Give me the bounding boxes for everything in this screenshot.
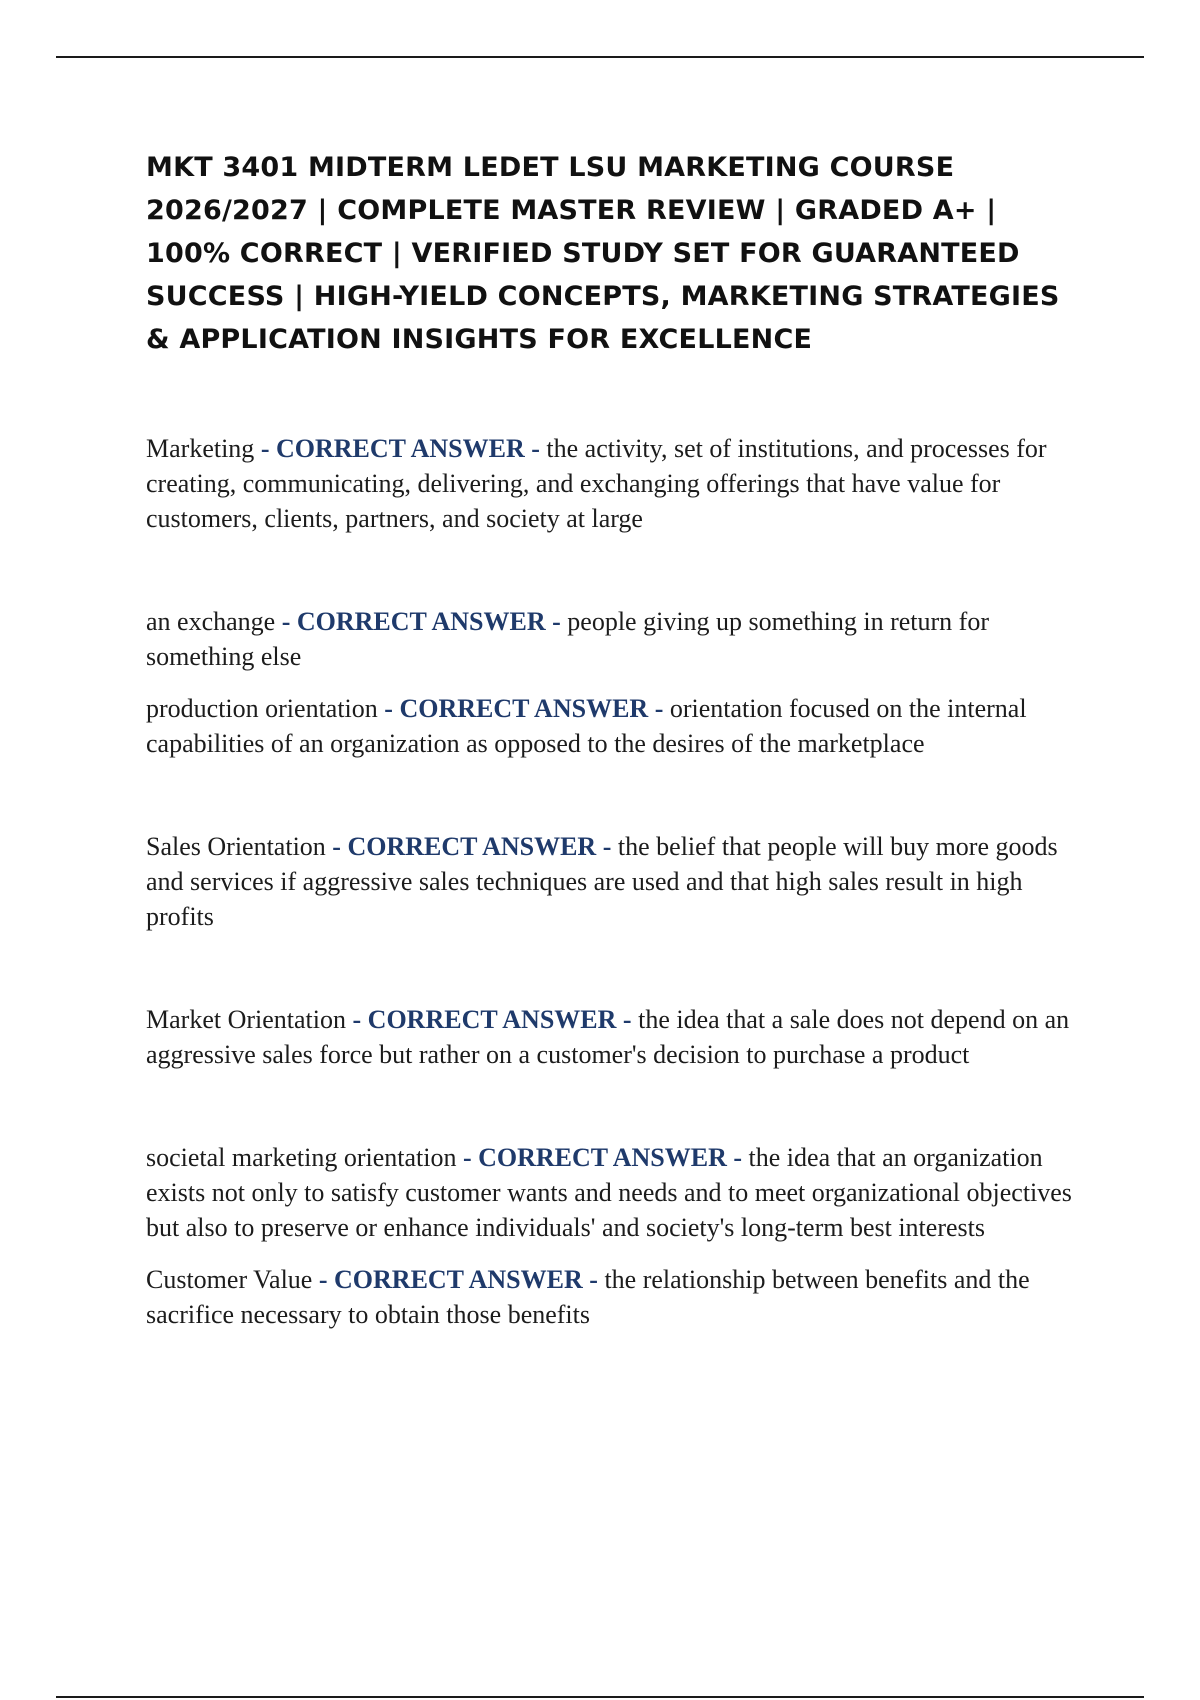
separator: - — [254, 434, 276, 463]
definition: orientation focused on the internal capabilities of an organization as opposed to the desires of the marketplace — [146, 694, 1027, 758]
separator: - — [377, 694, 400, 723]
separator: - — [726, 1143, 749, 1172]
flashcard-entry — [146, 431, 1076, 536]
definition: the idea that a sale does not depend on an aggressive sales force but rather on a customer's decision to purchase a product — [146, 1005, 1070, 1069]
separator: - — [524, 434, 547, 463]
answer-tag: CORRECT ANSWER — [347, 832, 597, 861]
flashcard-entry — [146, 1002, 1076, 1072]
definition: the belief that people will buy more goods and services if aggressive sales techniques are used and that high sales result in high profits — [146, 832, 1058, 931]
separator: - — [596, 832, 618, 861]
term: production orientation — [146, 694, 378, 723]
term: Marketing — [146, 434, 255, 463]
separator: - — [312, 1265, 335, 1294]
answer-tag: CORRECT ANSWER — [334, 1265, 583, 1294]
term: Customer Value — [146, 1265, 313, 1294]
separator: - — [648, 694, 670, 723]
definition: people giving up something in return for something else — [146, 607, 989, 671]
answer-tag: CORRECT ANSWER — [296, 607, 546, 636]
top-rule — [56, 56, 1144, 58]
term: Market Orientation — [146, 1005, 346, 1034]
term: Sales Orientation — [146, 832, 326, 861]
separator: - — [582, 1265, 605, 1294]
answer-tag: CORRECT ANSWER — [399, 694, 649, 723]
flashcard-entry — [146, 604, 1076, 674]
definition: the idea that an organization exists not only to satisfy customer wants and needs and to meet organizational objectives but also to preserve or enhance individuals' and society's long-term best interests — [146, 1143, 1072, 1242]
bottom-rule — [56, 1696, 1144, 1698]
flashcard-entry — [146, 829, 1076, 934]
flashcard-list — [146, 431, 1076, 1332]
separator: - — [616, 1005, 639, 1034]
definition: the activity, set of institutions, and processes for creating, communicating, delivering, and exchanging offerings that have value for customers, clients, partners, and society at large — [146, 434, 1047, 533]
separator: - — [456, 1143, 479, 1172]
term: societal marketing orientation — [146, 1143, 457, 1172]
answer-tag: CORRECT ANSWER — [367, 1005, 617, 1034]
term: an exchange — [146, 607, 276, 636]
answer-tag: CORRECT ANSWER — [275, 434, 525, 463]
separator: - — [346, 1005, 368, 1034]
separator: - — [325, 832, 348, 861]
document-title: MKT 3401 MIDTERM LEDET LSU MARKETING COURSE 2026/2027 | COMPLETE MASTER REVIEW | GRADED A+ | 100% CORRECT | VERIFIED STUDY SET FOR GUARANTEED SUCCESS | HIGH-YIELD CONCEPTS, MARKETING STRATEGIES & APPLICATION INSIGHTS FOR EXCELLENCE — [146, 152, 1060, 355]
separator: - — [275, 607, 297, 636]
flashcard-entry — [146, 1262, 1076, 1332]
document-body — [146, 146, 1076, 1332]
flashcard-entry — [146, 691, 1076, 761]
flashcard-entry — [146, 1140, 1076, 1245]
definition: the relationship between benefits and the sacrifice necessary to obtain those benefits — [146, 1265, 1030, 1329]
separator: - — [545, 607, 568, 636]
answer-tag: CORRECT ANSWER — [478, 1143, 727, 1172]
